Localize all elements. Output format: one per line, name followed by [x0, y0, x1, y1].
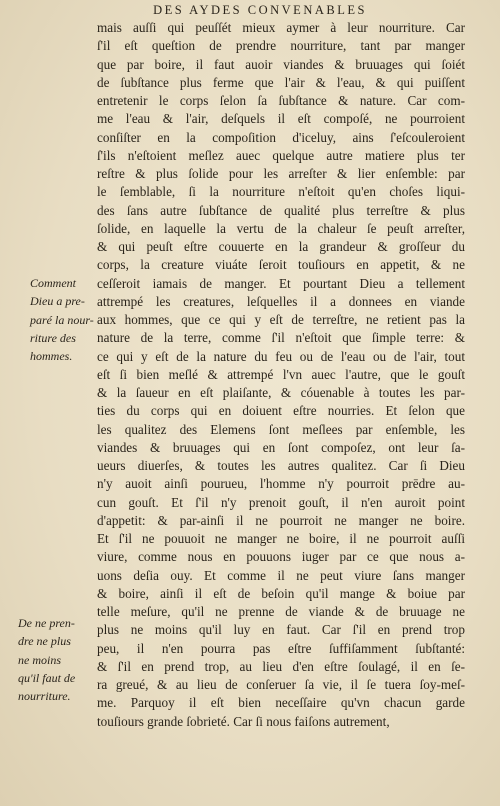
- text-line: plus ne moins qu'il luy en faut. Car ſ'il en prend trop: [97, 622, 465, 638]
- margin-note-line: nourriture.: [18, 689, 71, 703]
- margin-note-line: ne moins: [18, 652, 61, 667]
- text-line: & ſ'il en prend trop, au lieu d'en eſtre ſoulagé, il en ſe-: [97, 658, 465, 674]
- margin-note: [18, 614, 98, 705]
- text-line: le ſemblable, ſi la nourriture n'eſtoit qu'en choſes liqui-: [97, 184, 465, 200]
- text-line: aux hommes, que ce qui y eſt de terreſtre, ne retient pas la: [97, 312, 465, 327]
- text-line: ſolide, en laquelle la vertu de la chaleur ſe peuſt arreſter,: [97, 220, 465, 236]
- text-line: ra greué, & au lieu de conſeruer ſa vie, il ſe tuera ſoy-meſ-: [97, 677, 465, 692]
- body-text: [97, 19, 465, 731]
- text-line: me l'eau & l'air, deſquels il eſt compoſé, ne pourroient: [97, 111, 465, 127]
- text-line: ſ'ils n'eſtoient meſlez auec quelque autre matiere plus ter: [97, 147, 465, 163]
- margin-note-line: paré la nour-: [30, 312, 94, 327]
- text-line: des ſans autre ſubſtance de qualité plus terreſtre & plus: [97, 202, 465, 218]
- text-line: conſiſter en la compoſition d'iceluy, ains ſ'eſcouleroient: [97, 129, 465, 145]
- text-line: cun gouſt. Et ſ'il n'y prenoit gouſt, il n'en auroit point: [97, 494, 465, 510]
- text-line: d'appetit: & par-ainſi il ne pourroit ne manger ne boire.: [97, 512, 465, 528]
- text-line: Et ſ'il ne pouuoit ne manger ne boire, il ne pourroit auſſi: [97, 531, 465, 546]
- text-line: ce qui y eſt de la nature du feu ou de l'eau ou de l'air, tout: [97, 348, 465, 364]
- margin-note-line: hommes.: [30, 349, 73, 363]
- text-line: de ſubſtance plus ferme que l'air & l'eau, & qui puiſſent: [97, 74, 465, 90]
- margin-note-line: riture des: [30, 330, 76, 345]
- text-line: eſt ſi bien meſlé & attrempé l'vn auec l'autre, que le gouſt: [97, 366, 465, 382]
- text-line: & boire, ainſi il eſt de beſoin qu'il mange & boiue par: [97, 585, 465, 601]
- text-line: me. Parquoy il eſt bien neceſſaire qu'vn chacun garde: [97, 695, 465, 711]
- text-line: peu, il n'en pourra pas eſtre ſuffiſamment ſubſtanté:: [97, 640, 465, 656]
- text-line: entretenir le corps ſelon ſa ſubſtance & nature. Car com-: [97, 93, 465, 108]
- margin-note-line: De ne pren-: [18, 616, 75, 630]
- text-line: ceſſeroit iamais de manger. Et pourtant Dieu a tellement: [97, 275, 465, 291]
- text-line: n'y auoit ainſi pourueu, l'homme n'y pourroit prēdre au-: [97, 476, 465, 492]
- text-line: touſiours grande ſobrieté. Car ſi nous faiſons autrement,: [97, 713, 390, 729]
- text-line: telle meſure, qu'il ne prenne de viande & de bruuage ne: [97, 604, 465, 619]
- text-line: nature de la terre, comme ſ'il n'eſtoit que ſimple terre: &: [97, 330, 465, 346]
- text-line: & la ſaueur en eſt plaiſante, & cóuenable à toutes les par-: [97, 385, 465, 400]
- text-line: & qui peuſt eſtre couuerte en la grandeur & groſſeur du: [97, 239, 465, 254]
- margin-note-line: qu'il faut de: [18, 670, 76, 685]
- text-line: uons deſia ouy. Et comme il ne peut viure ſans manger: [97, 567, 465, 583]
- text-line: corps, la creature viuáte ſeroit touſiours en appetit, & ne: [97, 257, 465, 273]
- margin-note-line: Comment: [30, 276, 76, 290]
- text-line: ſ'il eſt queſtion de prendre nourriture, tant par manger: [97, 38, 465, 54]
- text-line: ties du corps qui en doiuent eſtre nourries. Et ſelon que: [97, 403, 465, 419]
- margin-note-line: Dieu a pre-: [30, 294, 85, 309]
- text-line: reſtre & plus ſolide pour les arreſter & lier enſemble: par: [97, 166, 465, 181]
- text-line: ueurs diuerſes, & toutes les autres qualitez. Car ſi Dieu: [97, 458, 465, 473]
- text-line: viure, comme nous en pouuons iuger par ce que nous a-: [97, 549, 465, 565]
- text-line: attrempé les creatures, leſquelles il a donnees en viande: [97, 293, 465, 309]
- text-line: que par boire, il faut auoir viandes & bruuages qui ſoiét: [97, 56, 465, 72]
- margin-note-line: dre ne plus: [18, 634, 71, 649]
- running-head: DES AYDES CONVENABLES: [153, 3, 367, 17]
- text-line: les qualitez des Elemens ſont meſlees par enſemble, les: [97, 421, 465, 437]
- text-line: viandes & bruuages qui en ſont compoſez, ont leur ſa-: [97, 439, 465, 455]
- text-line: mais auſſi qui peuſſét mieux aymer à leur nourriture. Car: [97, 20, 465, 35]
